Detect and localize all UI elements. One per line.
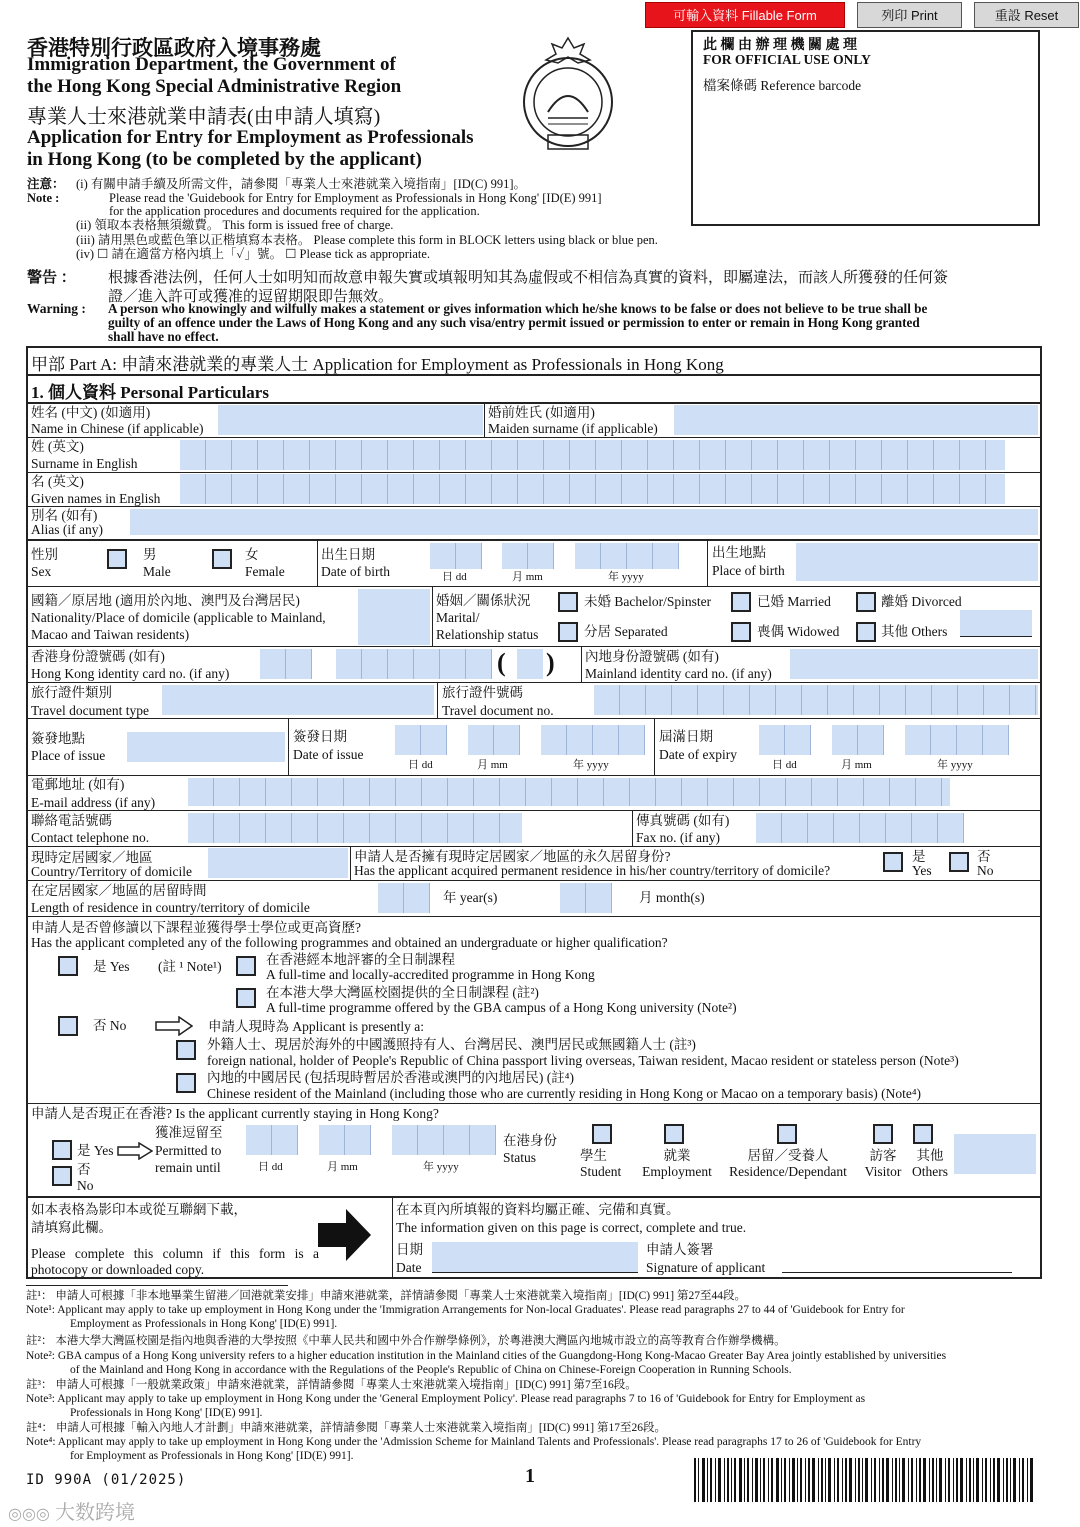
footnote-4-en: Note⁴: Applicant may apply to take up employment in Hong Kong under the 'Admission Scheme for Mainland Talents and Professionals'. Please read paragraphs 17 to 26 of 'Guidebook for Entry xyxy=(26,1436,922,1448)
permitted-label-en-1: Permitted to xyxy=(155,1143,222,1158)
doe-year-input[interactable] xyxy=(905,725,1009,755)
given-names-input[interactable] xyxy=(180,474,1005,504)
domicile-input[interactable] xyxy=(208,848,348,878)
permitted-label-zh: 獲准逗留至 xyxy=(155,1125,223,1140)
male-label-en: Male xyxy=(143,564,171,579)
footnote-2-zh: 註²： 本港大學大灣區校園是指內地與香港的大學按照《中華人民共和國中外合作辦學條例》，於粵港澳大灣區內地城市設立的高等教育合作辦學機構。 xyxy=(26,1335,786,1347)
fax-label-zh: 傳真號碼 (如有) xyxy=(636,813,730,828)
fillable-form-badge: 可輸入資料 Fillable Form xyxy=(645,2,845,28)
official-use-en: FOR OFFICIAL USE ONLY xyxy=(703,52,871,67)
applicant-foreign-checkbox[interactable] xyxy=(176,1040,196,1060)
qual-opt2-en: A full-time programme offered by the GBA campus of a Hong Kong university (Note²) xyxy=(266,1000,737,1015)
travel-doc-type-input[interactable] xyxy=(162,685,434,715)
form-title-en-2: in Hong Kong (to be completed by the applicant) xyxy=(27,149,422,170)
declaration-zh: 在本頁內所填報的資料均屬正確、完備和真實。 xyxy=(396,1202,680,1217)
fax-input[interactable] xyxy=(756,813,964,843)
residence-years-input[interactable] xyxy=(378,883,430,913)
staying-no-en: No xyxy=(77,1178,94,1193)
signature-line[interactable] xyxy=(782,1272,1012,1273)
hkid-close-paren: ) xyxy=(546,648,555,677)
photocopy-note-zh-1: 如本表格為影印本或從互聯網下載， xyxy=(31,1202,247,1217)
footnote-4-en-2: for Employment as Professionals in Hong Kong' [ID(E) 991]. xyxy=(70,1450,354,1462)
qualification-yes-label: 是 Yes xyxy=(93,959,130,974)
photocopy-note-en: Please complete this column if this form is a photocopy or downloaded copy. xyxy=(31,1246,319,1277)
qual-opt3-zh: 外籍人士、現居於海外的中國護照持有人、台灣居民、澳門居民或無國籍人士 (註³) xyxy=(207,1037,696,1052)
doe-yyyy-hint: 年 yyyy xyxy=(937,759,973,771)
name-chinese-input[interactable] xyxy=(218,405,483,435)
permanent-residence-question-zh: 申請人是否擁有現時定居國家／地區的永久居留身份? xyxy=(354,849,671,864)
sex-label-en: Sex xyxy=(31,564,52,579)
marital-others-label: 其他 Others xyxy=(881,624,948,639)
dob-month-input[interactable] xyxy=(502,543,554,569)
email-label-zh: 電郵地址 (如有) xyxy=(31,777,125,792)
date-of-issue-label-en: Date of issue xyxy=(293,747,364,762)
doe-dd-hint: 日 dd xyxy=(772,759,797,771)
marital-married-label: 已婚 Married xyxy=(757,594,831,609)
qualification-no-checkbox[interactable] xyxy=(58,1016,78,1036)
footnote-1-en: Note¹: Applicant may apply to take up employment in Hong Kong under the 'Immigration Arrangements for Non-local Graduates'. Please read paragraphs 27 to 44 of 'Guidebook for Entry for xyxy=(26,1304,905,1316)
doe-mm-hint: 月 mm xyxy=(841,759,872,771)
form-number: ID 990A (01/2025) xyxy=(26,1472,187,1488)
dob-year-input[interactable] xyxy=(575,543,679,569)
status-others-label: 其他 Others xyxy=(912,1148,948,1179)
watermark xyxy=(8,1496,135,1525)
permanent-no-en: No xyxy=(977,863,994,878)
footnote-3-zh: 註³： 申請人可根據「一般就業政策」申請來港就業，詳情請參閱「專業人士來港就業入境指南」[ID(C) 991] 第7至16段。 xyxy=(26,1379,637,1391)
qual-opt1-zh: 在香港經本地評審的全日制課程 xyxy=(266,952,455,967)
hkid-number-input[interactable] xyxy=(336,649,492,679)
status-others-input[interactable] xyxy=(954,1134,1036,1174)
pob-label-en: Place of birth xyxy=(712,563,785,578)
status-employment-label: 就業 Employment xyxy=(642,1148,712,1179)
email-input[interactable] xyxy=(188,778,950,806)
footnote-2-en: Note²: GBA campus of a Hong Kong university refers to a higher education institution in the Mainland cities of the Guangdong-Hong Kong-Macao Greater Bay Area jointly established by universities xyxy=(26,1350,947,1362)
maiden-surname-label-en: Maiden surname (if applicable) xyxy=(488,421,658,436)
date-of-expiry-label-en: Date of expiry xyxy=(659,747,737,762)
status-label-zh: 在港身份 xyxy=(503,1133,557,1148)
hkid-open-paren: ( xyxy=(497,648,506,677)
dept-name-en-1: Immigration Department, the Government of xyxy=(27,54,396,75)
date-label-zh: 日期 xyxy=(396,1242,423,1257)
female-label-zh: 女 xyxy=(245,547,259,562)
doi-dd-hint: 日 dd xyxy=(408,759,433,771)
telephone-label-en: Contact telephone no. xyxy=(31,830,150,845)
marital-divorced-checkbox[interactable] xyxy=(856,592,876,612)
note-i-zh: (i) 有關申請手續及所需文件，請參閱「專業人士來港就業入境指南」[ID(C) 991]。 xyxy=(76,177,526,191)
telephone-input[interactable] xyxy=(188,813,522,843)
footnote-4-zh: 註⁴： 申請人可根據「輸入內地人才計劃」申請來港就業，詳情請參閱「專業人士來港就業入境指南」[ID(C) 991] 第17至26段。 xyxy=(26,1422,667,1434)
date-of-expiry-label-zh: 屆滿日期 xyxy=(659,729,713,744)
doi-yyyy-hint: 年 yyyy xyxy=(573,759,609,771)
footnote-2-en-2: of the Mainland and Hong Kong in accordance with the Regulations of the People's Republic of China on Chinese-Foreign Cooperation in Running Schools. xyxy=(70,1364,792,1376)
status-student-label: 學生 Student xyxy=(580,1148,622,1179)
nationality-label-en-2: Macao and Taiwan residents) xyxy=(31,627,190,642)
status-label-en: Status xyxy=(503,1150,537,1165)
qual-opt4-en: Chinese resident of the Mainland (including those who are currently residing in Hong Kong or Macao on a temporary basis) (Note⁴) xyxy=(207,1086,922,1101)
arrow-right-outline-icon xyxy=(155,1016,193,1036)
dept-name-en-2: the Hong Kong Special Administrative Region xyxy=(27,76,402,97)
pob-input[interactable] xyxy=(796,543,1038,581)
marital-separated-label: 分居 Separated xyxy=(584,624,668,639)
regional-emblem xyxy=(518,30,618,160)
doi-mm-hint: 月 mm xyxy=(477,759,508,771)
permanent-residence-question-en: Has the applicant acquired permanent residence in his/her country/territory of domicile? xyxy=(354,863,831,878)
date-of-issue-label-zh: 簽發日期 xyxy=(293,729,347,744)
permitted-dd-hint: 日 dd xyxy=(258,1161,283,1173)
reference-barcode-label: 檔案條碼 Reference barcode xyxy=(703,78,862,93)
arrow-right-outline-icon-2 xyxy=(117,1142,153,1160)
staying-yes-label: 是 Yes xyxy=(77,1143,114,1158)
signature-label-en: Signature of applicant xyxy=(646,1260,766,1275)
given-names-label-zh: 名 (英文) xyxy=(31,474,84,489)
form-title-zh: 專業人士來港就業申請表(由申請人填寫) xyxy=(27,106,381,128)
warning-en-1: A person who knowingly and wilfully makes a statement or gives information which he/she knows to be false or does not believe to be true shall be xyxy=(108,301,928,316)
note-label-en: Note : xyxy=(27,191,60,205)
staying-yes-checkbox[interactable] xyxy=(52,1140,72,1160)
dept-name-zh: 香港特別行政區政府入境事務處 xyxy=(27,36,321,60)
marital-married-checkbox[interactable] xyxy=(731,592,751,612)
travel-doc-no-label-zh: 旅行證件號碼 xyxy=(442,685,523,700)
permanent-yes-zh: 是 xyxy=(912,849,926,864)
section-1-title: 1. 個人資料 Personal Particulars xyxy=(31,383,269,402)
staying-no-zh: 否 xyxy=(77,1162,91,1177)
residence-length-label-zh: 在定居國家／地區的居留時間 xyxy=(31,883,207,898)
declaration-date-input[interactable] xyxy=(432,1242,638,1273)
dob-label-zh: 出生日期 xyxy=(321,547,375,562)
permanent-residence-yes-checkbox[interactable] xyxy=(883,852,903,872)
sex-label-zh: 性別 xyxy=(31,547,58,562)
note-iii: (iii) 請用黑色或藍色筆以正楷填寫本表格。 Please complete this form in BLOCK letters using black or blue pen. xyxy=(76,233,658,247)
note-i-en-2: for the application procedures and documents required for the application. xyxy=(109,204,480,218)
status-residence-label: 居留／受養人 Residence/Dependant xyxy=(729,1148,847,1179)
warning-zh-1: 根據香港法例，任何人士如明知而故意申報失實或填報明知其為虛假或不相信為真實的資料，即屬違法，而該人所獲發的任何簽 xyxy=(108,270,949,286)
qual-opt4-zh: 內地的中國居民 (包括現時暫居於香港或澳門的內地居民) (註⁴) xyxy=(207,1070,574,1085)
permitted-yyyy-hint: 年 yyyy xyxy=(423,1161,459,1173)
domicile-label-zh: 現時定居國家／地區 xyxy=(31,850,153,865)
marital-widowed-label: 喪偶 Widowed xyxy=(757,624,840,639)
fax-label-en: Fax no. (if any) xyxy=(636,830,720,845)
status-employment-checkbox[interactable] xyxy=(664,1124,684,1144)
qualification-gba-programme-checkbox[interactable] xyxy=(236,988,256,1008)
alias-input[interactable] xyxy=(130,509,1038,535)
watermark-icon: ◎◎◎ xyxy=(8,1504,55,1523)
mainland-id-input[interactable] xyxy=(790,649,1038,679)
qual-opt1-en: A full-time and locally-accredited programme in Hong Kong xyxy=(266,967,595,982)
sex-female-checkbox[interactable] xyxy=(212,549,232,569)
footnote-3-en: Note³: Applicant may apply to take up employment in Hong Kong under the 'General Employment Policy'. Please read paragraphs 7 to 16 of 'Guidebook for Entry for Employment as xyxy=(26,1393,866,1405)
place-of-issue-input[interactable] xyxy=(127,732,285,762)
permitted-label-en-2: remain until xyxy=(155,1160,221,1175)
hkid-label-zh: 香港身份證號碼 (如有) xyxy=(31,649,165,664)
dob-yyyy-hint: 年 yyyy xyxy=(608,571,644,583)
doe-month-input[interactable] xyxy=(832,725,884,755)
print-button[interactable]: 列印 Print xyxy=(857,2,962,28)
date-label-en: Date xyxy=(396,1260,422,1275)
marital-single-checkbox[interactable] xyxy=(558,592,578,612)
name-chinese-label-zh: 姓名 (中文) (如適用) xyxy=(31,405,151,420)
surname-input[interactable] xyxy=(180,440,1005,470)
marital-divorced-label: 離婚 Divorced xyxy=(881,594,962,609)
place-of-issue-label-zh: 簽發地點 xyxy=(31,731,85,746)
warning-en-2: guilty of an offence under the Laws of Hong Kong and any such visa/entry permit issued or permission to enter or remain in Hong Kong granted xyxy=(108,315,920,330)
email-label-en: E-mail address (if any) xyxy=(31,795,156,810)
travel-doc-no-label-en: Travel document no. xyxy=(442,703,554,718)
marital-label-en-2: Relationship status xyxy=(436,627,539,642)
footnote-1-en-2: Employment as Professionals in Hong Kong' [ID(E) 991]. xyxy=(70,1318,338,1330)
form-title-en-1: Application for Entry for Employment as Professionals xyxy=(27,127,474,148)
staying-question: 申請人是否現正在香港? Is the applicant currently staying in Hong Kong? xyxy=(31,1106,439,1121)
warning-zh-2: 證／進入許可或獲准的逗留期限即告無效。 xyxy=(108,289,394,305)
applicant-presently-label: 申請人現時為 Applicant is presently a: xyxy=(208,1019,424,1034)
dob-mm-hint: 月 mm xyxy=(512,571,543,583)
nationality-label-zh: 國籍／原居地 (適用於內地、澳門及台灣居民) xyxy=(31,593,300,608)
travel-doc-no-input[interactable] xyxy=(594,685,1038,715)
male-label-zh: 男 xyxy=(143,547,157,562)
female-label-en: Female xyxy=(245,564,285,579)
barcode xyxy=(694,1458,1034,1502)
applicant-mainland-checkbox[interactable] xyxy=(176,1073,196,1093)
qualification-question-zh: 申請人是否曾修讀以下課程並獲得學士學位或更高資歷? xyxy=(31,920,361,935)
residence-length-label-en: Length of residence in country/territory of domicile xyxy=(31,900,310,915)
qual-opt3-en: foreign national, holder of People's Republic of China passport living overseas, Taiwan resident, Macao resident or stateless person (Note³) xyxy=(207,1053,959,1068)
warning-label-zh: 警告 ： xyxy=(27,270,76,286)
footnote-3-en-2: Professionals in Hong Kong' [ID(E) 991]. xyxy=(70,1407,263,1419)
signature-label-zh: 申請人簽署 xyxy=(646,1242,714,1257)
qualification-no-label: 否 No xyxy=(93,1018,127,1033)
arrow-right-solid-icon xyxy=(318,1209,372,1261)
travel-doc-type-label-zh: 旅行證件類別 xyxy=(31,685,112,700)
page-number: 1 xyxy=(525,1465,535,1487)
footnote-1-zh: 註¹： 申請人可根據「非本地畢業生留港／回港就業安排」申請來港就業，詳情請參閱「專業人士來港就業入境指南」[ID(C) 991] 第27至44段。 xyxy=(26,1290,746,1302)
qualification-yes-checkbox[interactable] xyxy=(58,956,78,976)
nationality-label-en-1: Nationality/Place of domicile (applicable to Mainland, xyxy=(31,610,326,625)
official-use-zh: 此 欄 由 辦 理 機 關 處 理 xyxy=(703,38,857,53)
hkid-prefix-input[interactable] xyxy=(260,649,312,679)
status-visitor-label: 訪客 Visitor xyxy=(864,1148,902,1179)
mainland-id-label-en: Mainland identity card no. (if any) xyxy=(585,666,772,681)
surname-label-zh: 姓 (英文) xyxy=(31,439,84,454)
doi-day-input[interactable] xyxy=(395,725,447,755)
photocopy-note-zh-2: 請填寫此欄。 xyxy=(31,1220,112,1235)
watermark-text: 大数跨境 xyxy=(54,1500,135,1524)
place-of-issue-label-en: Place of issue xyxy=(31,748,106,763)
status-student-checkbox[interactable] xyxy=(592,1124,612,1144)
months-label: 月 month(s) xyxy=(639,890,705,905)
marital-label-en-1: Marital/ xyxy=(436,610,480,625)
part-a-title: 甲部 Part A: 申請來港就業的專業人士 Application for Employment as Professionals in Hong Kong xyxy=(31,355,724,374)
alias-label-zh: 別名 (如有) xyxy=(31,508,98,523)
sex-male-checkbox[interactable] xyxy=(107,549,127,569)
note-iv: (iv) ☐ 請在適當方格內填上「✓」號。 ☐ Please tick as appropriate. xyxy=(76,247,431,261)
qualification-hk-programme-checkbox[interactable] xyxy=(236,956,256,976)
status-visitor-checkbox[interactable] xyxy=(873,1124,893,1144)
doi-year-input[interactable] xyxy=(541,725,645,755)
declaration-en: The information given on this page is correct, complete and true. xyxy=(396,1220,747,1235)
maiden-surname-label-zh: 婚前姓氏 (如適用) xyxy=(488,405,595,420)
doi-month-input[interactable] xyxy=(468,725,520,755)
permitted-year-input[interactable] xyxy=(392,1125,496,1155)
staying-no-checkbox[interactable] xyxy=(52,1166,72,1186)
travel-doc-type-label-en: Travel document type xyxy=(31,703,149,718)
residence-months-input[interactable] xyxy=(560,883,612,913)
reset-button[interactable]: 重設 Reset xyxy=(974,2,1079,28)
nationality-input[interactable] xyxy=(358,589,430,645)
marital-others-input[interactable] xyxy=(960,610,1032,637)
status-residence-checkbox[interactable] xyxy=(777,1124,797,1144)
permitted-mm-hint: 月 mm xyxy=(327,1161,358,1173)
doe-day-input[interactable] xyxy=(759,725,811,755)
maiden-surname-input[interactable] xyxy=(674,405,1038,435)
hkid-check-digit-input[interactable] xyxy=(517,649,543,679)
name-chinese-label-en: Name in Chinese (if applicable) xyxy=(31,421,204,436)
note-ii: (ii) 領取本表格無須繳費。 This form is issued free of charge. xyxy=(76,218,394,232)
note-label-zh: 注意： xyxy=(27,177,65,191)
qual-opt2-zh: 在本港大學大灣區校園提供的全日制課程 (註²) xyxy=(266,985,539,1000)
dob-dd-hint: 日 dd xyxy=(442,571,467,583)
permanent-no-zh: 否 xyxy=(977,849,991,864)
years-label: 年 year(s) xyxy=(443,890,498,905)
dob-day-input[interactable] xyxy=(430,543,482,569)
status-others-checkbox[interactable] xyxy=(913,1124,933,1144)
note-i-en: Please read the 'Guidebook for Entry for Employment as Professionals in Hong Kong' [ID(E) 991] xyxy=(109,191,602,205)
surname-label-en: Surname in English xyxy=(31,456,138,471)
dob-label-en: Date of birth xyxy=(321,564,390,579)
permitted-month-input[interactable] xyxy=(319,1125,371,1155)
pob-label-zh: 出生地點 xyxy=(712,545,766,560)
permanent-yes-en: Yes xyxy=(912,863,932,878)
domicile-label-en: Country/Territory of domicile xyxy=(31,864,193,879)
permanent-residence-no-checkbox[interactable] xyxy=(949,852,969,872)
warning-label-en: Warning : xyxy=(27,301,86,316)
qualification-note1: (註 ¹ Note¹) xyxy=(158,959,222,974)
marital-single-label: 未婚 Bachelor/Spinster xyxy=(584,594,712,609)
given-names-label-en: Given names in English xyxy=(31,491,161,506)
marital-others-checkbox[interactable] xyxy=(856,622,876,642)
alias-label-en: Alias (if any) xyxy=(31,522,103,537)
marital-label-zh: 婚姻／關係狀況 xyxy=(436,593,531,608)
marital-widowed-checkbox[interactable] xyxy=(731,622,751,642)
permitted-day-input[interactable] xyxy=(246,1125,298,1155)
mainland-id-label-zh: 內地身份證號碼 (如有) xyxy=(585,649,719,664)
telephone-label-zh: 聯絡電話號碼 xyxy=(31,813,112,828)
hkid-label-en: Hong Kong identity card no. (if any) xyxy=(31,666,230,681)
warning-en-3: shall have no effect. xyxy=(108,329,219,344)
qualification-question-en: Has the applicant completed any of the following programmes and obtained an undergraduate or higher qualification? xyxy=(31,935,668,950)
marital-separated-checkbox[interactable] xyxy=(558,622,578,642)
